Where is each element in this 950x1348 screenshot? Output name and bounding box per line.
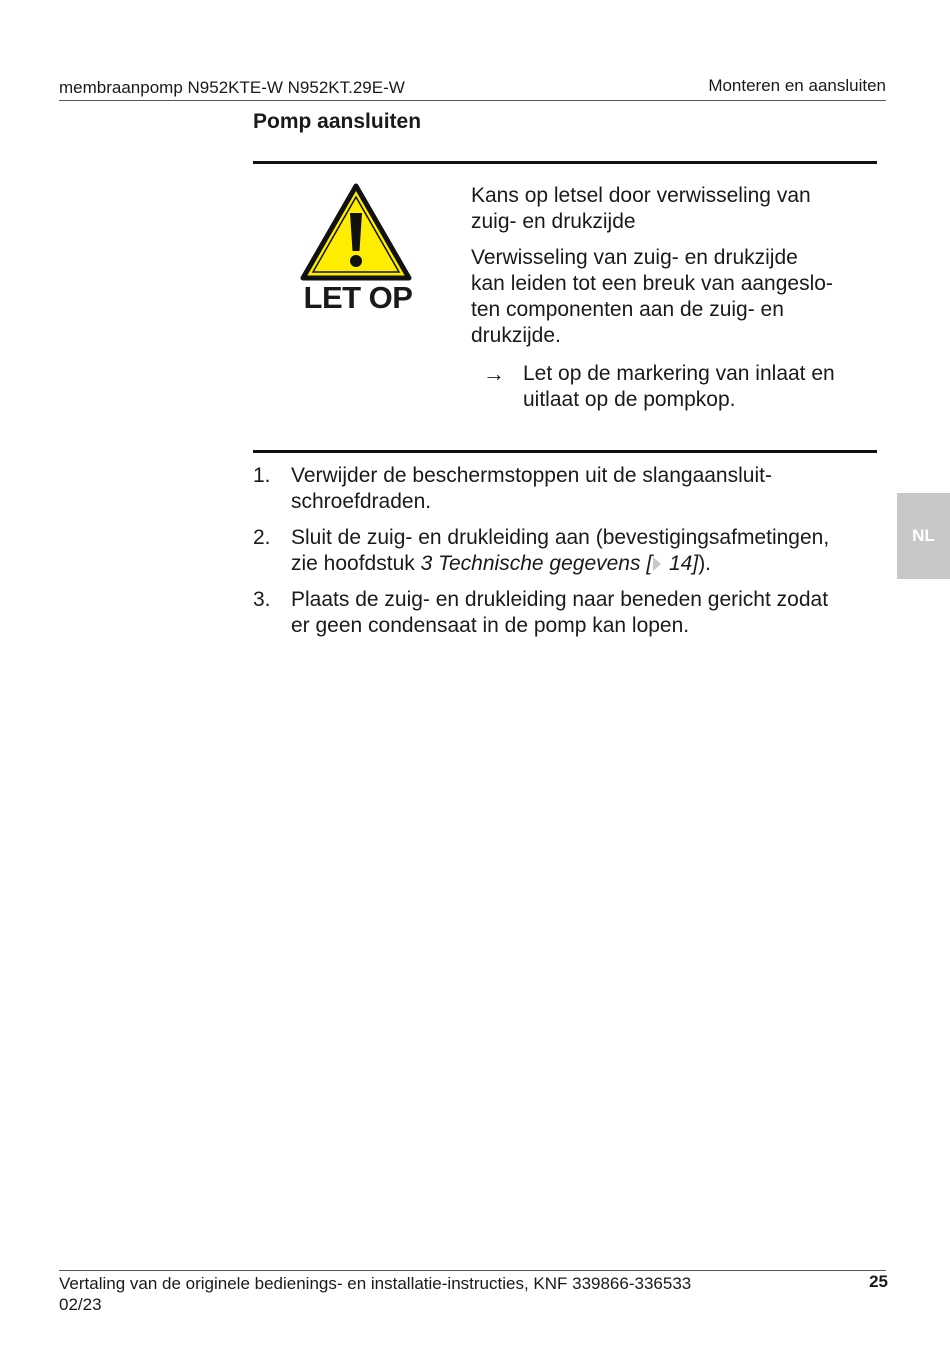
warning-heading-line1: Kans op letsel door verwisseling van xyxy=(471,184,811,207)
warning-top-rule xyxy=(253,161,877,164)
warning-text xyxy=(471,183,871,413)
warning-body-line3: ten componenten aan de zuig- en xyxy=(471,298,784,321)
section-title: Pomp aansluiten xyxy=(253,110,422,133)
step-text-line1: Verwijder de beschermstoppen uit de slangaansluit- xyxy=(291,464,772,487)
warning-action-line1: Let op de markering van inlaat en xyxy=(523,362,835,385)
chapter-reference-page: 14] xyxy=(663,552,699,575)
step-number: 1. xyxy=(253,464,271,487)
step-text-line2-pre: zie hoofdstuk xyxy=(291,552,421,575)
warning-label: LET OP xyxy=(303,280,413,315)
step-text-line2: er geen condensaat in de pomp kan lopen. xyxy=(291,614,690,637)
warning-action-line2: uitlaat op de pompkop. xyxy=(523,388,736,411)
warning-heading-line2: zuig- en drukzijde xyxy=(471,210,636,233)
page-ref-triangle-icon xyxy=(653,557,661,571)
footer-document-info: Vertaling van de originele bedienings- en installatie-instructies, KNF 339866-336533 xyxy=(59,1274,692,1293)
chapter-reference-text: 3 Technische gegevens [ xyxy=(420,552,653,575)
step-text-line2-post: ). xyxy=(698,552,712,575)
list-item xyxy=(253,463,883,515)
step-list xyxy=(253,463,883,649)
warning-body xyxy=(471,245,871,349)
step-text-line2: schroefdraden. xyxy=(291,490,432,513)
footer-date: 02/23 xyxy=(59,1295,102,1314)
step-text-line1: Sluit de zuig- en drukleiding aan (bevestigingsafmetingen, xyxy=(291,526,830,549)
step-number: 3. xyxy=(253,588,271,611)
header-product: membraanpomp N952KTE-W N952KT.29E-W xyxy=(59,78,405,97)
warning-action xyxy=(471,361,871,413)
step-text-line1: Plaats de zuig- en drukleiding naar beneden gericht zodat xyxy=(291,588,829,611)
list-item xyxy=(253,525,883,577)
warning-body-line2: kan leiden tot een breuk van aangeslo- xyxy=(471,272,833,295)
warning-triangle-icon xyxy=(300,183,412,281)
warning-heading xyxy=(471,183,871,235)
warning-body-line1: Verwisseling van zuig- en drukzijde xyxy=(471,246,798,269)
list-item xyxy=(253,587,883,639)
header-chapter: Monteren en aansluiten xyxy=(708,76,886,95)
footer-divider xyxy=(59,1270,886,1271)
chapter-reference-link[interactable] xyxy=(421,552,699,575)
warning-body-line4: drukzijde. xyxy=(471,324,561,347)
step-number: 2. xyxy=(253,526,271,549)
header-divider xyxy=(59,100,886,101)
warning-bottom-rule xyxy=(253,450,877,453)
arrow-right-icon: → xyxy=(483,361,505,386)
language-tab-nl: NL xyxy=(897,493,950,579)
page-number: 25 xyxy=(869,1272,888,1291)
